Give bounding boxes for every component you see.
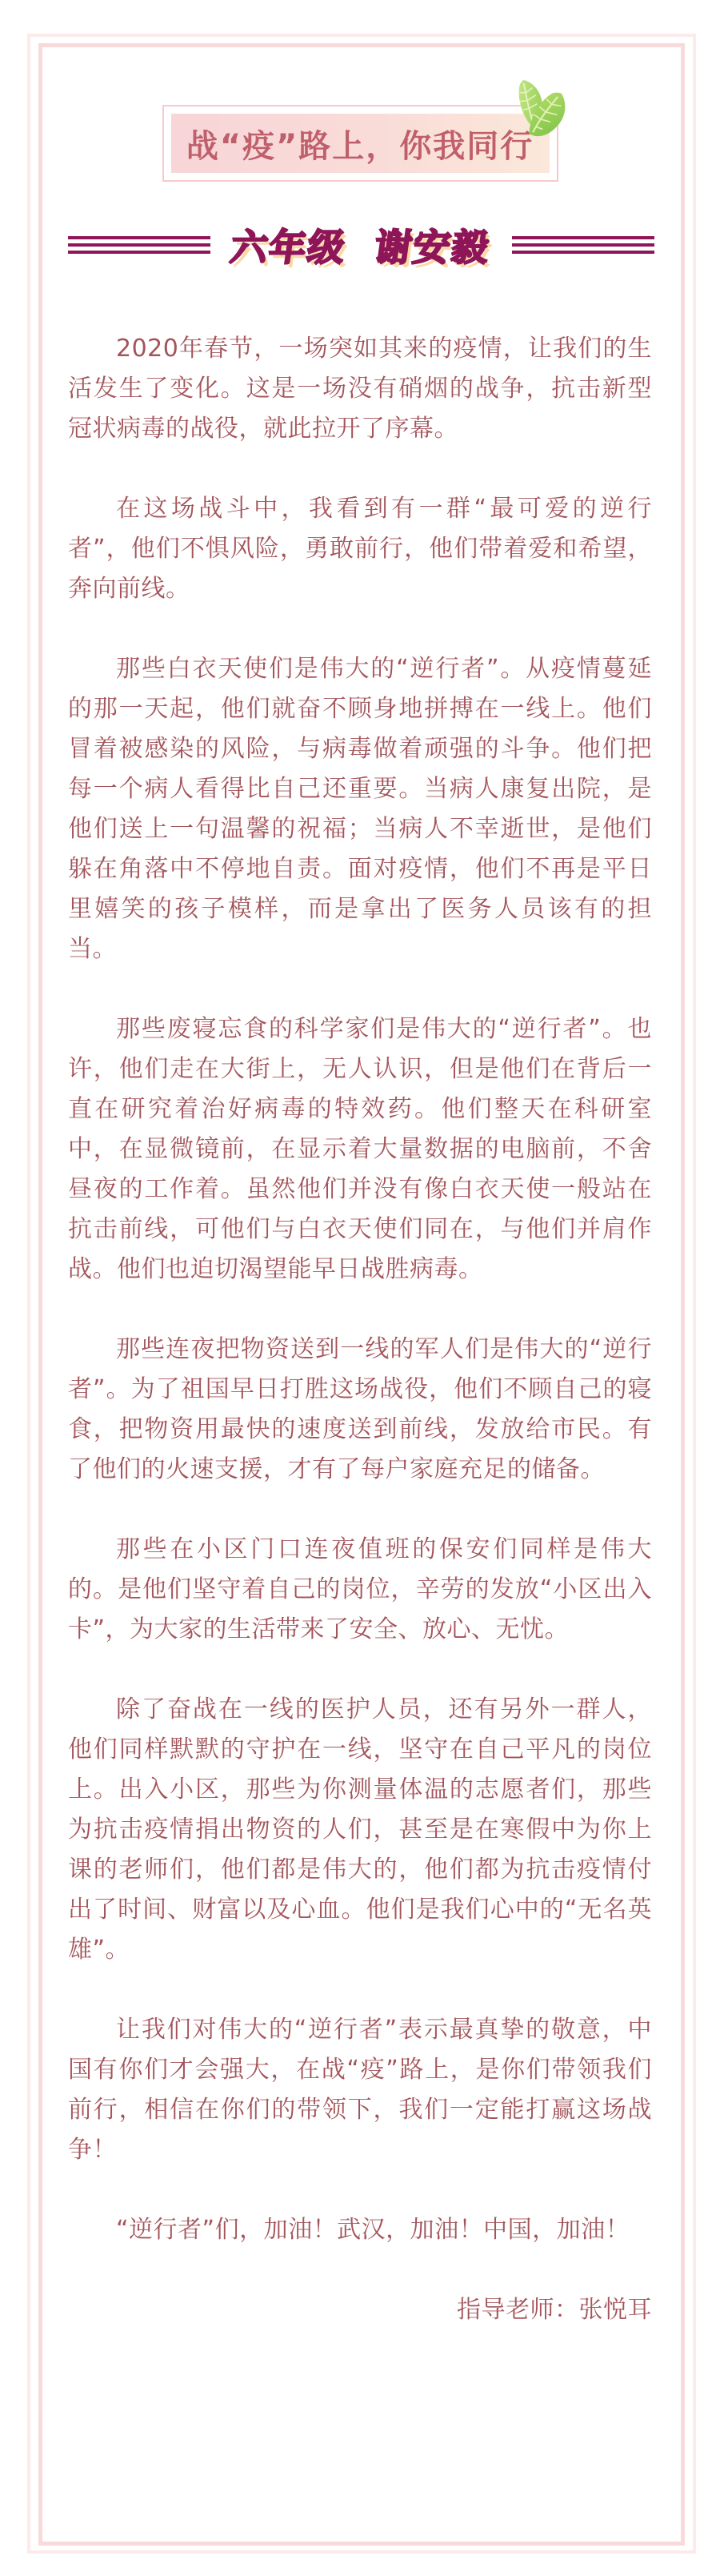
paragraph: 那些废寝忘食的科学家们是伟大的“逆行者”。也许，他们走在大街上，无人认识，但是他们在背后一直在研究着治好病毒的特效药。他们整天在科研室中，在显微镜前，在显示着大量数据的电脑前，不舍昼夜的工作着。虽然他们并没有像白衣天使一般站在抗击前线，可他们与白衣天使们同在，与他们并肩作战。他们也迫切渴望能早日战胜病毒。 xyxy=(68,1015,652,1283)
byline-rule-right xyxy=(512,236,654,254)
paragraph: “逆行者”们，加油！武汉，加油！中国，加油！ xyxy=(116,2216,630,2244)
paragraph: 在这场战斗中，我看到有一群“最可爱的逆行者”，他们不惧风险，勇敢前行，他们带着爱和希望，奔向前线。 xyxy=(68,495,652,603)
paragraph: 那些在小区门口连夜值班的保安们同样是伟大的。是他们坚守着自己的岗位，辛劳的发放“小区出入卡”，为大家的生活带来了安全、放心、无忧。 xyxy=(68,1535,652,1643)
byline-row xyxy=(68,219,654,271)
paragraph: 2020年春节，一场突如其来的疫情，让我们的生活发生了变化。这是一场没有硝烟的战争，抗击新型冠状病毒的战役，就此拉开了序幕。 xyxy=(68,335,652,443)
byline-author: 六年级 谢安毅 xyxy=(228,226,494,269)
page-title: 战“疫”路上，你我同行 xyxy=(186,127,534,165)
title-banner-fill xyxy=(171,114,550,173)
paragraph: 让我们对伟大的“逆行者”表示最真挚的敬意，中国有你们才会强大，在战“疫”路上，是你们带领我们前行，相信在你们的带领下，我们一定能打赢这场战争！ xyxy=(68,2016,652,2164)
leaf-icon xyxy=(499,76,576,145)
paragraph: 那些白衣天使们是伟大的“逆行者”。从疫情蔓延的那一天起，他们就奋不顾身地拼搏在一线上。他们冒着被感染的风险，与病毒做着顽强的斗争。他们把每一个病人看得比自己还重要。当病人康复出院，是他们送上一句温馨的祝福；当病人不幸逝世，是他们躲在角落中不停地自责。面对疫情，他们不再是平日里嬉笑的孩子模样，而是拿出了医务人员该有的担当。 xyxy=(68,655,652,963)
teacher-signature: 指导老师：张悦耳 xyxy=(457,2296,652,2324)
paragraph: 那些连夜把物资送到一线的军人们是伟大的“逆行者”。为了祖国早日打胜这场战役，他们不顾自己的寝食，把物资用最快的速度送到前线，发放给市民。有了他们的火速支援，才有了每户家庭充足的储备。 xyxy=(68,1335,652,1483)
paragraph: 除了奋战在一线的医护人员，还有另外一群人，他们同样默默的守护在一线，坚守在自己平凡的岗位上。出入小区，那些为你测量体温的志愿者们，那些为抗击疫情捐出物资的人们，甚至是在寒假中为你上课的老师们，他们都是伟大的，他们都为抗击疫情付出了时间、财富以及心血。他们是我们心中的“无名英雄”。 xyxy=(68,1695,652,1964)
article-body xyxy=(68,329,652,2330)
byline-rule-left xyxy=(68,236,210,254)
title-banner xyxy=(162,105,558,182)
page-content xyxy=(0,105,720,2330)
